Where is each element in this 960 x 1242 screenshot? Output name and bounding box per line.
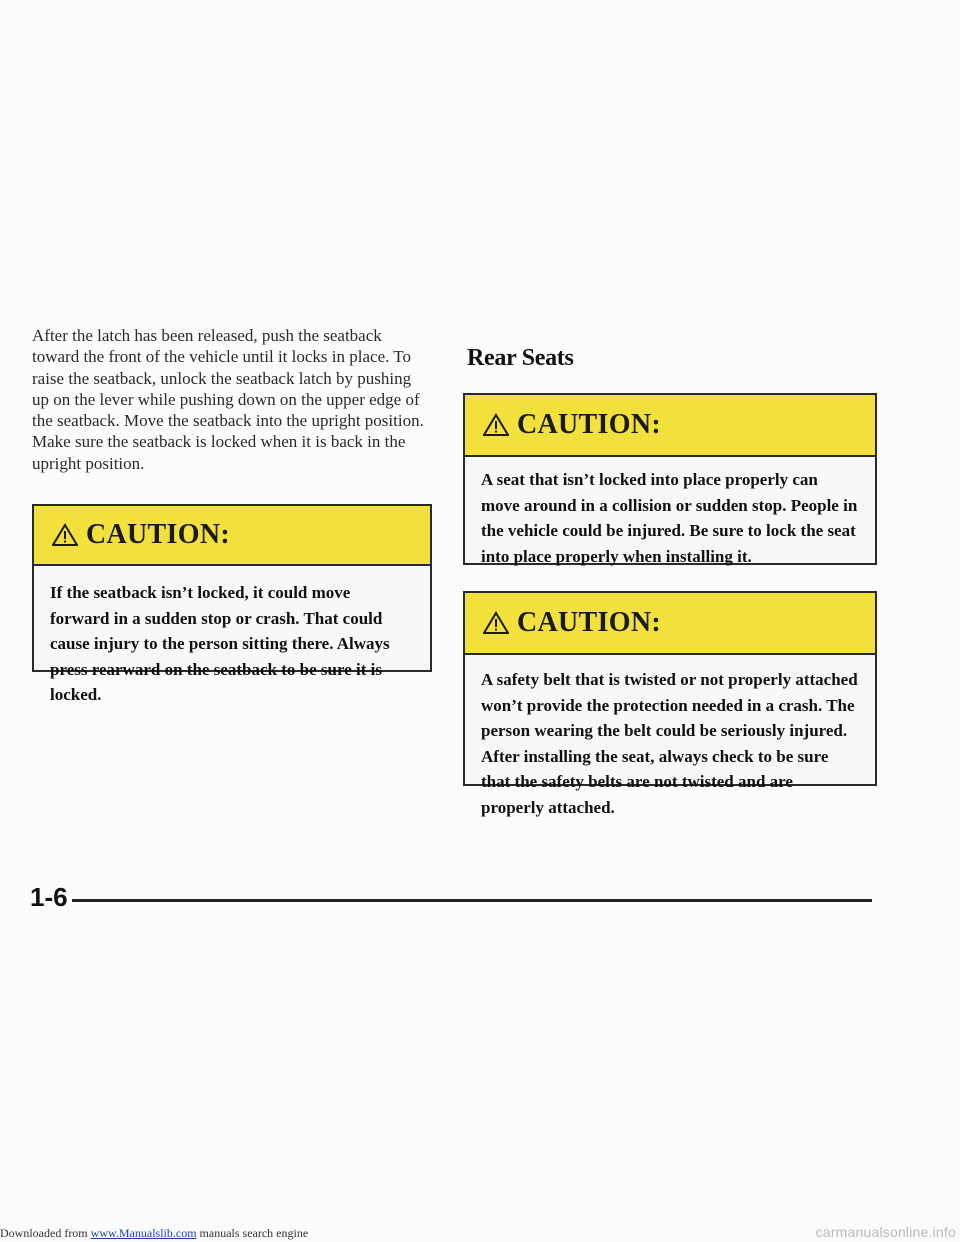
caution-text: A seat that isn’t locked into place properly can move around in a collision or sudden stop. People in the vehicle could be injured. Be sure to lock the seat into place properly when installing it. (481, 470, 858, 566)
caution-text: A safety belt that is twisted or not properly attached won’t provide the protection needed in a crash. The person wearing the belt could be seriously injured. After installing the seat, always check to be sure that the safety belts are not twisted and are properly attached. (481, 670, 858, 817)
caution-header (34, 506, 430, 566)
watermark: carmanualsonline.info (815, 1224, 956, 1240)
warning-triangle-icon (483, 413, 509, 437)
download-note (0, 1226, 308, 1241)
caution-title: CAUTION: (517, 607, 661, 638)
section-heading: Rear Seats (467, 345, 574, 371)
manualslib-link[interactable]: www.Manualslib.com (90, 1226, 197, 1240)
caution-box-seat-lock (463, 393, 877, 565)
footer-rule (72, 899, 872, 902)
caution-text: If the seatback isn’t locked, it could move forward in a sudden stop or crash. That could cause injury to the person sitting there. Always press rearward on the seatback to be sure it is locked. (50, 583, 390, 704)
page-number: 1-6 (30, 882, 68, 912)
caution-box-seatback (32, 504, 432, 704)
caution-title: CAUTION: (517, 409, 661, 440)
download-suffix: manuals search engine (199, 1226, 309, 1240)
warning-triangle-icon (52, 523, 78, 547)
body-paragraph: After the latch has been released, push the seatback toward the front of the vehicle until it locks in place. To raise the seatback, unlock the seatback latch by pushing up on the lever while pushing down on the upper edge of the seatback. Move the seatback into the upright position. Make sure the seatback is locked when it is back in the upright position. (32, 326, 424, 473)
warning-triangle-icon (483, 611, 509, 635)
download-prefix: Downloaded from (0, 1226, 88, 1240)
caution-box-safety-belt (463, 591, 877, 817)
caution-header (465, 593, 875, 655)
caution-header (465, 395, 875, 457)
caution-title: CAUTION: (86, 519, 230, 550)
